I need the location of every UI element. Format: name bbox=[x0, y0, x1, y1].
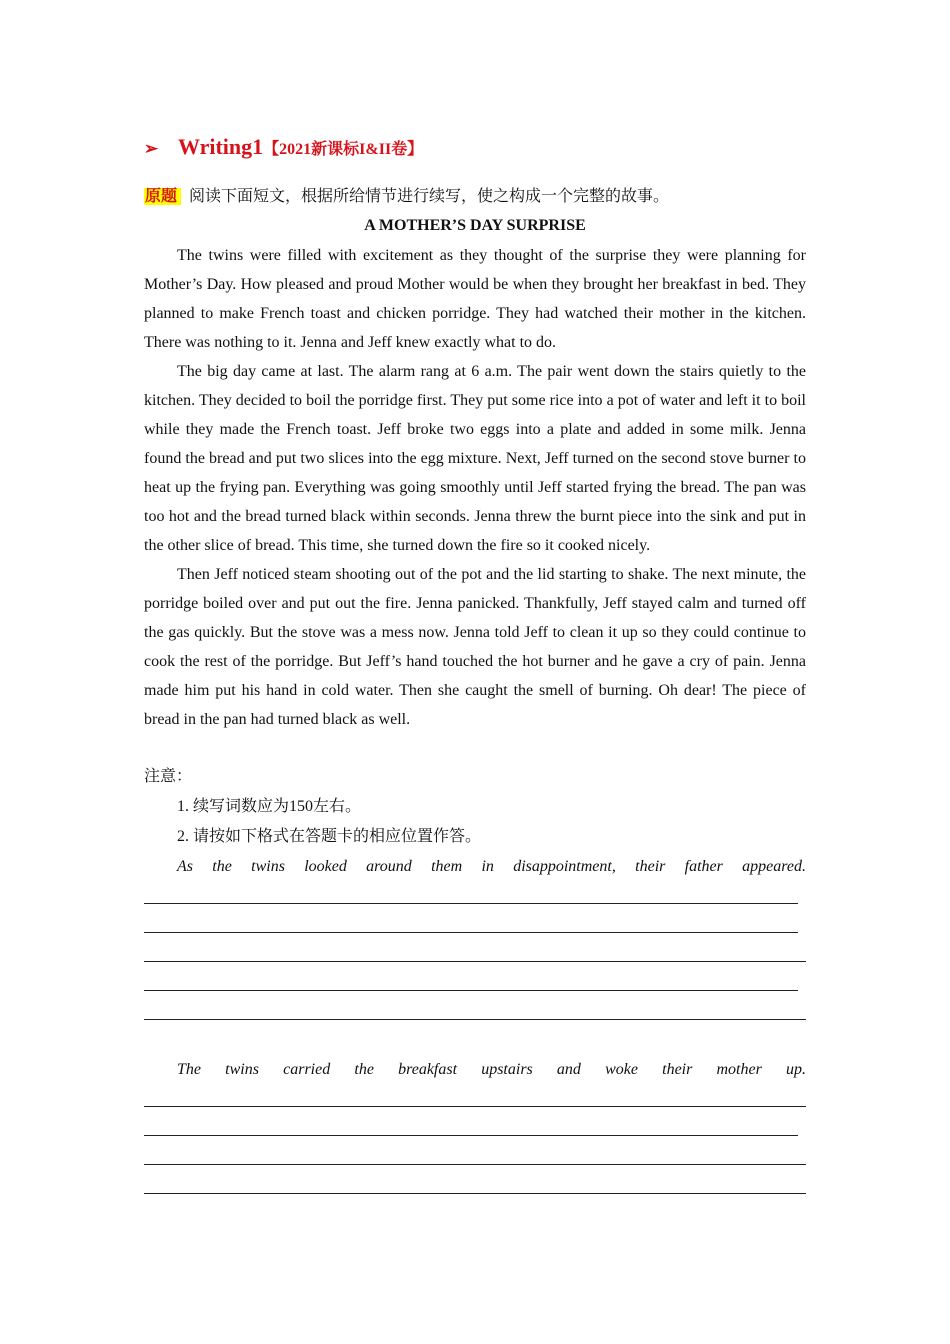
story-paragraph-3: Then Jeff noticed steam shooting out of the pot and the lid starting to shake. The next minute, the porridge boiled over and put out the fire. Jenna panicked. Thankfully, Jeff stayed calm and turned off the gas quickly. But the stove was a mess now. Jenna told Jeff to clean it up so they could continue to cook the rest of the porridge. But Jeff’s hand touched the hot burner and he gave a cry of pain. Jenna made him put his hand in cold water. Then she caught the smell of burning. Oh dear! The piece of bread in the pan had turned black as well. bbox=[144, 566, 806, 728]
note-item-2: 2. 请按如下格式在答题卡的相应位置作答。 bbox=[177, 828, 482, 845]
heading-title: Writing1 bbox=[178, 134, 264, 159]
instruction-text: 阅读下面短文，根据所给情节进行续写，使之构成一个完整的故事。 bbox=[189, 188, 670, 205]
arrow-bullet-icon: ➢ bbox=[144, 139, 159, 158]
answer-line bbox=[144, 961, 806, 962]
section-heading bbox=[144, 134, 806, 160]
answer-line bbox=[144, 1164, 806, 1165]
answer-line bbox=[144, 1019, 806, 1020]
story-paragraph-1: The twins were filled with excitement as they thought of the surprise they were planning for Mother’s Day. How pleased and proud Mother would be when they brought her breakfast in bed. They planned to make French toast and chicken porridge. They had watched their mother in the kitchen. There was nothing to it. Jenna and Jeff knew exactly what to do. bbox=[144, 247, 806, 351]
note-item-1: 1. 续写词数应为150左右。 bbox=[177, 798, 362, 815]
story-title: A MOTHER’S DAY SURPRISE bbox=[364, 217, 586, 234]
answer-line bbox=[144, 1193, 806, 1194]
answer-line bbox=[144, 1106, 806, 1107]
answer-line bbox=[144, 990, 798, 991]
notes-section bbox=[144, 762, 806, 852]
instruction-line bbox=[144, 186, 806, 208]
answer-line bbox=[144, 932, 798, 933]
continuation-prompt-2: The twins carried the breakfast upstairs and woke their mother up. bbox=[177, 1061, 806, 1078]
continuation-prompt-1: As the twins looked around them in disappointment, their father appeared. bbox=[177, 858, 806, 875]
story-paragraph-2: The big day came at last. The alarm rang at 6 a.m. The pair went down the stairs quietly to the kitchen. They decided to boil the porridge first. They put some rice into a pot of water and left it to boil while they made the French toast. Jeff broke two eggs into a plate and added in some milk. Jenna found the bread and put two slices into the egg mixture. Next, Jeff turned on the second stove burner to heat up the frying pan. Everything was going smoothly until Jeff started frying the bread. The pan was too hot and the bread turned black within seconds. Jenna threw the burnt piece into the sink and put in the other slice of bread. This time, she turned down the fire so it cooked nicely. bbox=[144, 363, 806, 554]
answer-line bbox=[144, 1135, 798, 1136]
answer-line bbox=[144, 903, 798, 904]
original-question-tag: 原题 bbox=[144, 188, 181, 205]
heading-subtitle: 【2021新课标I&II卷】 bbox=[263, 141, 424, 158]
notes-label: 注意： bbox=[144, 768, 193, 785]
story-body bbox=[144, 241, 806, 734]
